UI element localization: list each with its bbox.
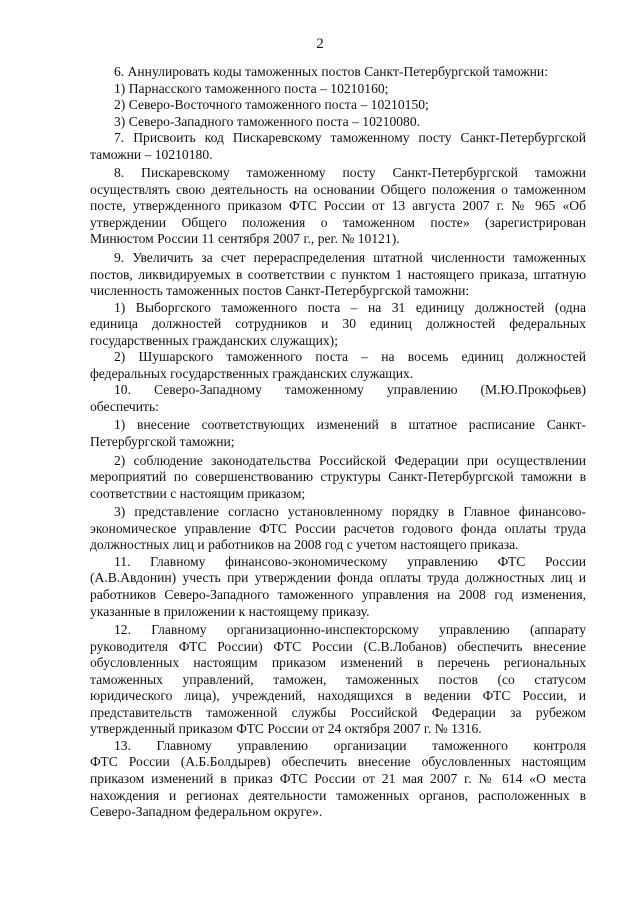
text-line: должностных лиц и работников на 2008 год с учетом настоящего приказа. [90,537,519,553]
text-line: 1) Выборгского таможенного поста – на 31 единицу должностей (одна [114,299,586,315]
text-line: 9. Увеличить за счет перераспределения штатной численности таможенных [114,250,586,266]
document-body [90,64,586,821]
text-line: 10. Северо-Западному таможенному управлению (М.Ю.Прокофьев) [114,382,586,398]
text-line: Минюстом России 11 сентября 2007 г., рег. № 10121). [90,231,400,247]
page-number: 2 [316,36,324,52]
text-line: осуществлять свою деятельность на основании Общего положения о таможенном [90,181,586,197]
text-line: работников Северо-Западного таможенного управления на 2008 год изменения, [90,586,586,602]
text-line: федеральных государственных гражданских служащих. [90,365,414,381]
text-line: постов, ликвидируемых в соответствии с пунктом 1 настоящего приказа, штатную [90,266,586,282]
text-line: единица должностей сотрудников и 30 единиц должностей федеральных [90,316,586,332]
text-line: 12. Главному организационно-инспекторскому управлению (аппарату [114,622,586,638]
text-line: экономическое управление ФТС России расчетов годового фонда оплаты труда [90,520,586,536]
text-line: указанные в приложении к настоящему приказу. [90,603,370,619]
text-line: мероприятий по совершенствованию структуры Санкт-Петербургской таможни в [90,469,586,485]
text-line: 8. Пискаревскому таможенному посту Санкт-Петербургской таможни [114,165,586,181]
text-line: Северо-Западном федеральном округе». [90,804,323,820]
text-line: нахождения и регионах деятельности таможенных органов, расположенных в [90,787,586,803]
text-line: (А.В.Авдонин) учесть при утверждении фонда оплаты труда должностных лиц и [90,570,586,586]
text-line: таможни – 10210180. [90,146,213,162]
text-line: 7. Присвоить код Пискаревскому таможенному посту Санкт-Петербургской [114,130,586,146]
text-line: 1) внесение соответствующих изменений в штатное расписание Санкт- [114,417,586,433]
text-line: таможенных управлений, таможен, таможенных постов (со статусом [90,671,586,687]
text-line: государственных гражданских служащих); [90,332,338,348]
text-line: 13. Главному управлению организации таможенного контроля [114,737,586,753]
text-line: 3) представление согласно установленному порядку в Главное финансово- [114,504,586,520]
text-line: утвержденный приказом ФТС России от 24 октября 2007 г. № 1316. [90,721,482,737]
text-line: 3) Северо-Западного таможенного поста – 10210080. [114,113,421,129]
text-line: соответствии с настоящим приказом; [90,485,306,501]
text-line: руководителя ФТС России) ФТС России (С.В.Лобанов) обеспечить внесение [90,638,586,654]
text-line: 2) Шушарского таможенного поста – на восемь единиц должностей [114,349,586,365]
text-line: 11. Главному финансово-экономическому управлению ФТС России [114,553,586,569]
text-line: приказом изменений в приказ ФТС России от 21 мая 2007 г. № 614 «О места [90,770,586,786]
text-line: численность таможенных постов Санкт-Петербургской таможни: [90,283,470,299]
text-line: 1) Парнасского таможенного поста – 10210160; [114,80,389,96]
text-line: представительств таможенной службы Российской Федерации за рубежом [90,704,586,720]
text-line: 2) Северо-Восточного таможенного поста – 10210150; [114,97,429,113]
text-line: Петербургской таможни; [90,434,235,450]
text-line: обусловленных настоящим приказом изменений в перечень региональных [90,655,586,671]
text-line: 2) соблюдение законодательства Российской Федерации при осуществлении [114,452,586,468]
text-line: утверждении Общего положения о таможенном посте» (зарегистрирован [90,214,586,230]
text-line: обеспечить: [90,398,159,414]
text-line: посте, утвержденного приказом ФТС России от 13 августа 2007 г. № 965 «Об [90,198,586,214]
text-line: юридического лица), учреждений, находящихся в ведении ФТС России, и [90,688,586,704]
text-line: 6. Аннулировать коды таможенных постов Санкт-Петербургской таможни: [114,64,548,79]
text-line: ФТС России (А.Б.Болдырев) обеспечить внесение обусловленных настоящим [90,754,586,770]
